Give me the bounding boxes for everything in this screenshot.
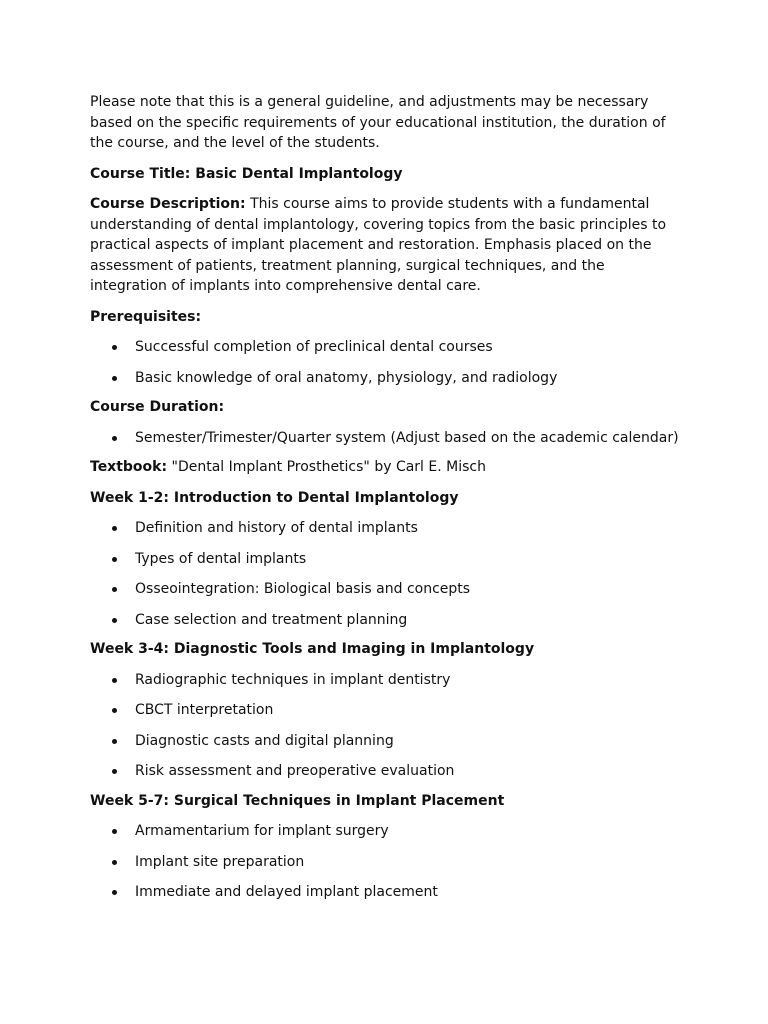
list-item-text: CBCT interpretation (135, 702, 274, 718)
textbook (90, 457, 680, 478)
list-item-text: Diagnostic casts and digital planning (135, 732, 394, 749)
course-duration-heading: Course Duration: (90, 399, 225, 415)
bullet-icon (112, 890, 117, 895)
bullet-icon (112, 587, 117, 592)
intro-paragraph: Please note that this is a general guideline, and adjustments may be necessary based on the specific requirements of your educational institution, the duration of the course, and the level of the students. (90, 94, 666, 151)
bullet-icon (112, 618, 117, 623)
list-item-text: Case selection and treatment planning (135, 611, 408, 628)
list-item (90, 368, 680, 389)
course-description-label: Course Description: (90, 196, 246, 212)
bullet-icon (112, 739, 117, 744)
list-item (90, 428, 680, 449)
list-item-text: Implant site preparation (135, 853, 305, 870)
list-item (90, 731, 680, 752)
list-item-text: Radiographic techniques in implant dentistry (135, 671, 451, 688)
document-body (90, 92, 680, 912)
textbook-label: Textbook: (90, 459, 168, 475)
bullet-icon (112, 708, 117, 713)
list-item (90, 579, 680, 600)
bullet-icon (112, 557, 117, 562)
list-item-text: Types of dental implants (135, 550, 307, 567)
bullet-icon (112, 769, 117, 774)
list-item (90, 518, 680, 539)
prerequisites-list (90, 337, 680, 388)
bullet-icon (112, 376, 117, 381)
bullet-icon (112, 526, 117, 531)
list-item-text: Semester/Trimester/Quarter system (Adjust based on the academic calendar) (135, 429, 679, 446)
list-item (90, 549, 680, 570)
bullet-icon (112, 678, 117, 683)
list-item-text: Definition and history of dental implants (135, 520, 418, 536)
course-description-text: This course aims to provide students with a fundamental understanding of dental implantology, covering topics from the basic principles to practical aspects of implant placement and restoration. Emphasis placed on the assessment of patients, treatment planning, surgical techniques, and the integration of implants into comprehensive dental care. (90, 196, 667, 294)
list-item (90, 610, 680, 631)
list-item-text: Successful completion of preclinical dental courses (135, 339, 493, 355)
list-item-text: Risk assessment and preoperative evaluation (135, 763, 455, 779)
list-item (90, 670, 680, 691)
list-item (90, 761, 680, 782)
week-5-7-heading: Week 5-7: Surgical Techniques in Implant Placement (90, 792, 505, 809)
bullet-icon (112, 436, 117, 441)
list-item-text: Armamentarium for implant surgery (135, 823, 389, 839)
bullet-icon (112, 860, 117, 865)
week-3-4-heading: Week 3-4: Diagnostic Tools and Imaging in Implantology (90, 641, 535, 657)
bullet-icon (112, 829, 117, 834)
course-title: Course Title: Basic Dental Implantology (90, 165, 403, 182)
list-item-text: Basic knowledge of oral anatomy, physiology, and radiology (135, 369, 558, 386)
list-item (90, 821, 680, 842)
week-3-4-list (90, 670, 680, 782)
course-description (90, 194, 680, 297)
week-1-2-list (90, 518, 680, 630)
prerequisites-heading: Prerequisites: (90, 308, 202, 325)
week-1-2-heading: Week 1-2: Introduction to Dental Implantology (90, 489, 459, 506)
list-item-text: Osseointegration: Biological basis and concepts (135, 581, 471, 597)
list-item-text: Immediate and delayed implant placement (135, 884, 438, 900)
course-duration-list (90, 428, 680, 449)
textbook-text: "Dental Implant Prosthetics" by Carl E. Misch (167, 459, 486, 475)
list-item (90, 882, 680, 903)
list-item (90, 700, 680, 721)
list-item (90, 852, 680, 873)
week-5-7-list (90, 821, 680, 903)
list-item (90, 337, 680, 358)
bullet-icon (112, 345, 117, 350)
